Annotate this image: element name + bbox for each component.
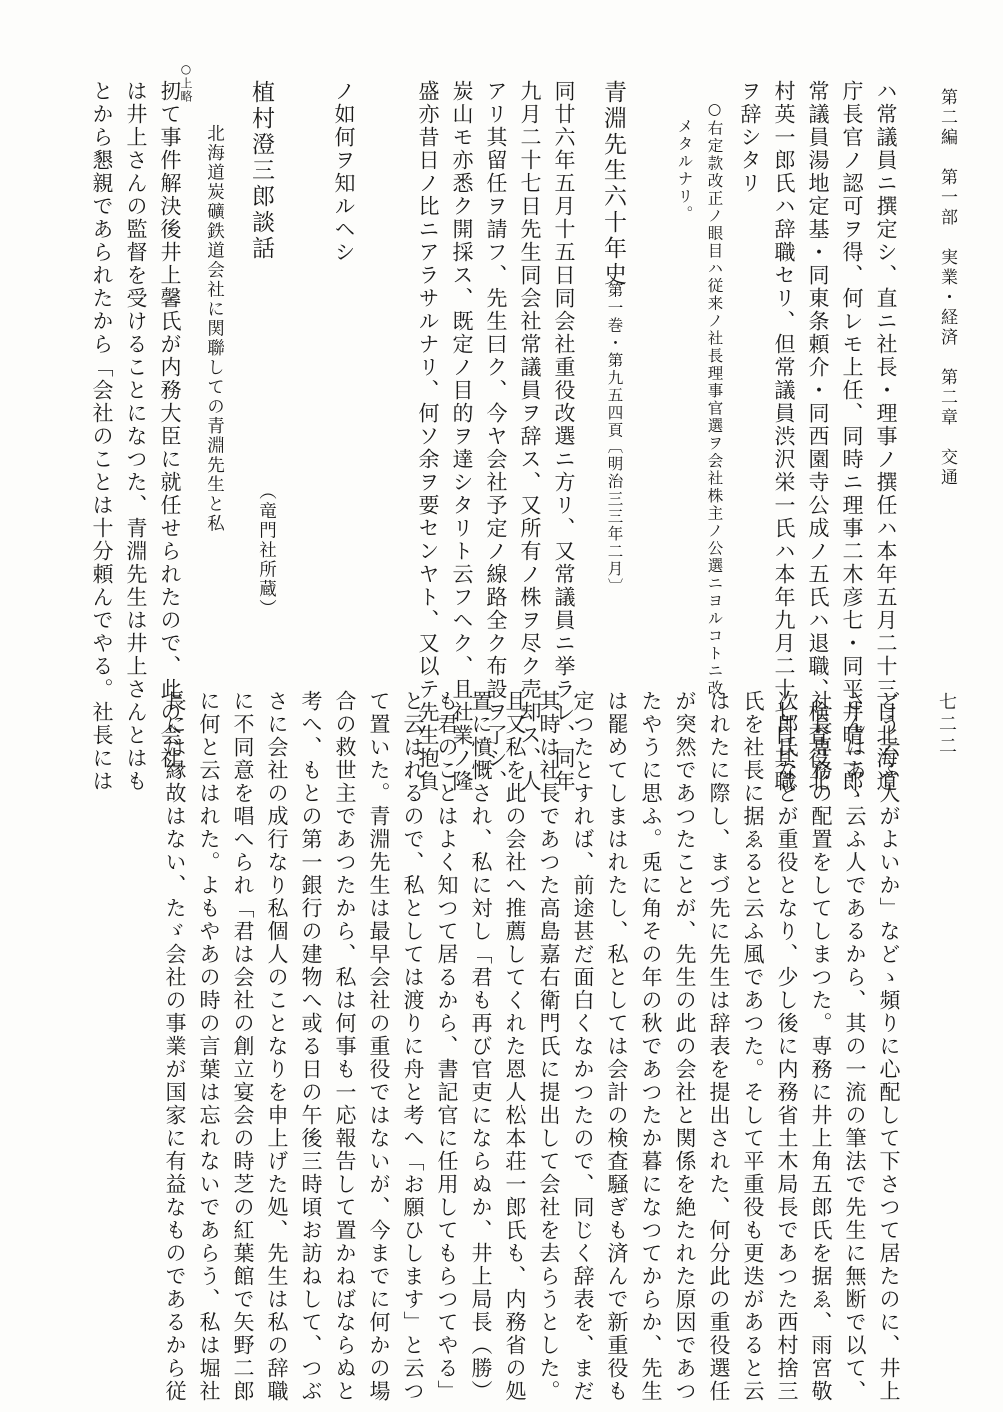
body-line: はれたに際し、まづ先に先生は辞表を提出された、何分此の重役選任 bbox=[707, 690, 731, 1403]
talk-line: とから懇親であられたから「会社のことは十分頼んでやる。社長には bbox=[90, 80, 114, 793]
history-line: アリ其留任ヲ請フ、先生曰ク、今ヤ会社予定ノ線路全ク布設ヲ了シ、 bbox=[484, 80, 508, 793]
page-number: 七二二 bbox=[936, 692, 957, 758]
omission-mark: ○上略 bbox=[179, 62, 193, 103]
body-line: に何と云はれた。よもやあの時の言葉は忘れないであらう、私は堀社 bbox=[197, 690, 221, 1403]
body-line: たやうに思ふ。兎に角その年の秋であつたか暮になつてからか、先生 bbox=[639, 690, 663, 1403]
body-line: て置いた。青淵先生は最早会社の重役ではないが、今までに何かの場 bbox=[367, 690, 391, 1403]
body-line: どう云ふ人がよいか」などゝ頻りに心配して下さつて居たのに、井上 bbox=[877, 690, 901, 1403]
note-line: ○右定款改正ノ眼目ハ従来ノ社長理事官選ヲ会社株主ノ公選ニヨルコトニ改 bbox=[705, 100, 724, 698]
body-line: 考へ、もとの第一銀行の建物へ或る日の午後三時頃お訪ねして、つぶ bbox=[299, 690, 323, 1403]
history-line: 炭山モ亦悉ク開採ス、既定ノ目的ヲ達シタリト云フヘク、且社業ノ隆 bbox=[450, 80, 474, 793]
body-line: さに会社の成行なり私個人のことなりを申上げた処、先生は私の辞職 bbox=[265, 690, 289, 1403]
body-line: 合の救世主であつたから、私は何事も一応報告して置かねばならぬと bbox=[333, 690, 357, 1403]
talk-source: （竜門社所蔵） bbox=[256, 482, 277, 619]
body-line: が突然であつたことが、先生の此の会社と関係を絶たれた原因であつ bbox=[673, 690, 697, 1403]
body-line: 定つたとすれば、前途甚だ面白くなかつたので、同じく辞表を、まだ bbox=[571, 690, 595, 1403]
body-line: さんはあゝ云ふ人であるから、其の一流の筆法で先生に無断で以て、 bbox=[843, 690, 867, 1403]
body-line: 置に憤慨され、私に対し「君も再び官吏にならぬか、井上局長（勝） bbox=[469, 690, 493, 1403]
body-line: 且又私を此の会社へ推薦してくれた恩人松本荘一郎氏も、内務省の処 bbox=[503, 690, 527, 1403]
text-line: ヲ辞シタリ bbox=[738, 80, 762, 195]
running-title: 第二編 第一部 実業・経済 第二章 交通 bbox=[937, 88, 957, 488]
body-line: 其時は社長であつた高島嘉右衛門氏に提出して会社を去らうとした。 bbox=[537, 690, 561, 1403]
history-line: ノ如何ヲ知ルヘシ bbox=[332, 80, 356, 264]
history-source: 第一巻・第九五四頁 bbox=[605, 282, 624, 440]
body-line: 社長専務の配置をしてしまつた。専務に井上角五郎氏を据ゑ、雨宮敬 bbox=[809, 690, 833, 1403]
talk-heading: 植村澄三郎談話 bbox=[248, 80, 274, 262]
text-line: ハ常議員ニ撰定シ、直ニ社長・理事ノ撰任ハ本年五月二十三日北海道 bbox=[874, 80, 898, 793]
history-heading: 青淵先生六十年史 bbox=[600, 80, 626, 288]
body-line: も君のことはよく知つて居るから、書記官に任用してもらつてやる」 bbox=[435, 690, 459, 1403]
history-line: 同廿六年五月十五日同会社重役改選ニ方リ、又常議員ニ挙ラレ、同年 bbox=[552, 80, 576, 793]
history-line: 九月二十七日先生同会社常議員ヲ辞ス、又所有ノ株ヲ尽ク売却ス、人 bbox=[518, 80, 542, 793]
talk-subtitle: 北海道炭礦鉄道会社に関聯しての青淵先生と私 bbox=[204, 124, 225, 534]
body-line: と云はれるので、私としては渡りに舟と考へ「お願ひします」と云つ bbox=[401, 690, 425, 1403]
history-date: 〔明治三三年二月〕 bbox=[605, 438, 624, 596]
text-line: 庁長官ノ認可ヲ得、何レモ上任、同時ニ理事二木彦七・同平井晴二郎 bbox=[840, 80, 864, 793]
text-line: 村英一郎氏ハ辞職セリ、但常議員渋沢栄一氏ハ本年九月二十七日其職 bbox=[772, 80, 796, 793]
body-line: 長には縁故はない、たゞ会社の事業が国家に有益なものであるから従 bbox=[163, 690, 187, 1403]
talk-line: は井上さんの監督を受けることになつた、青淵先生は井上さんとはも bbox=[124, 80, 148, 793]
body-line: に不同意を唱へられ「君は会社の創立宴会の時芝の紅葉館で矢野二郎 bbox=[231, 690, 255, 1403]
text-line: 常議員湯地定基・同東条頼介・同西園寺公成ノ五氏ハ退職、検査役北 bbox=[806, 80, 830, 793]
body-line: 次郎氏などが重役となり、少し後に内務省土木局長であつた西村捨三 bbox=[775, 690, 799, 1403]
talk-line: 扨て事件解決後井上馨氏が内務大臣に就任せられたので、此の会社 bbox=[158, 80, 182, 770]
history-line: 盛亦昔日ノ比ニアラサルナリ、何ソ余ヲ要センヤト、又以テ先生抱負 bbox=[416, 80, 440, 793]
note-line: メタルナリ。 bbox=[675, 118, 694, 223]
body-line: は罷めてしまはれたし、私としては会計の検査騒ぎも済んで新重役も bbox=[605, 690, 629, 1403]
body-line: 氏を社長に据ゑると云ふ風であつた。そして平重役も更迭があると云 bbox=[741, 690, 765, 1403]
